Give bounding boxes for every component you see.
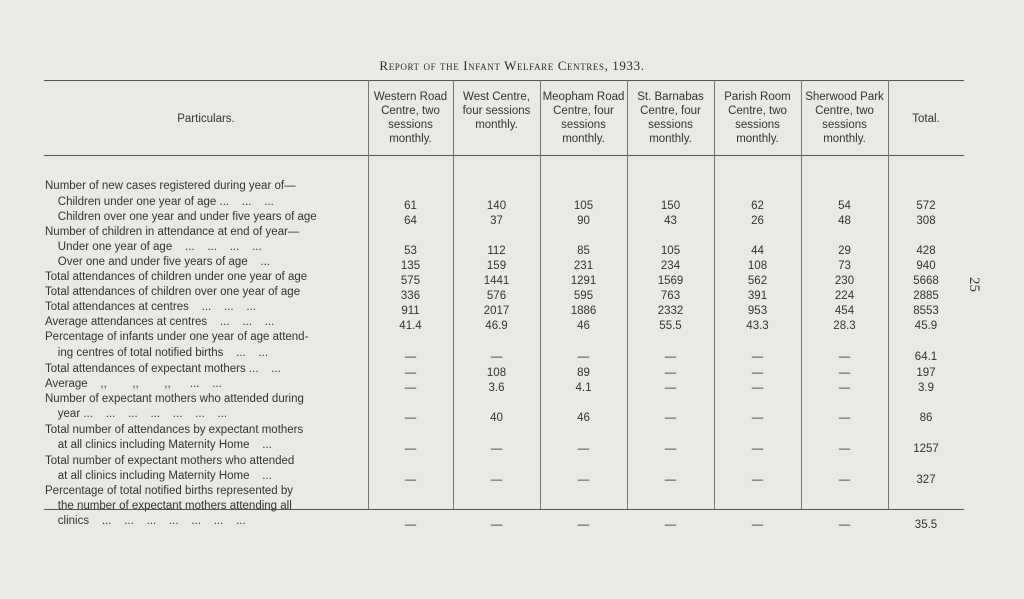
table-cell: 112 [487,245,506,257]
table-cell: 576 [486,290,507,302]
table-cell: 197 [916,367,936,379]
table-cell: — [664,351,677,363]
table-cell: — [404,351,417,363]
table-cell: 62 [751,200,764,212]
table-cell: 46.9 [485,320,508,332]
table-cell: 28.3 [833,320,856,332]
table-cell: 595 [573,290,594,302]
table-cell: 575 [400,275,421,287]
table-cell: 108 [486,367,507,379]
row-label: the number of expectant mothers attending all [45,500,292,512]
table-cell: 2017 [483,305,510,317]
table-cell: — [404,382,417,394]
table-cell: — [664,474,677,486]
table-cell: 41.4 [399,320,422,332]
table-cell: 5668 [913,275,939,287]
table-cell: — [664,443,677,455]
table-cell: 55.5 [659,320,682,332]
table-cell: — [664,367,677,379]
table-cell: 90 [577,215,590,227]
table-cell: 953 [747,305,768,317]
row-label: Total attendances at centres ... ... ... [45,301,256,313]
row-label: at all clinics including Maternity Home ... [45,470,272,482]
table-cell: 231 [573,260,594,272]
table-cell: — [664,519,677,531]
table-cell: 3.9 [918,382,934,394]
table-cell: 43.3 [746,320,769,332]
table-cell: — [404,519,417,531]
table-cell: — [751,367,764,379]
table-top-rule [44,80,964,81]
table-cell: 1441 [483,275,510,287]
table-cell: 105 [660,245,681,257]
column-header: Sherwood Park Centre, two sessions monthly. [805,91,884,145]
table-cell: 26 [751,215,764,227]
row-label: Number of expectant mothers who attended during [45,393,304,405]
table-cell: — [664,382,677,394]
table-cell: — [404,443,417,455]
table-cell: 46 [577,320,590,332]
row-label: clinics ... ... ... ... ... ... ... [45,515,246,527]
table-cell: — [404,412,417,424]
table-cell: — [577,351,590,363]
row-label: Average ,, ,, ,, ... ... [45,378,222,390]
table-cell: — [577,474,590,486]
table-cell: 105 [573,200,594,212]
row-label: Children over one year and under five years of age [45,211,317,223]
table-cell: 64.1 [914,351,938,363]
table-cell: 135 [400,260,421,272]
table-cell: — [490,443,503,455]
table-cell: 3.6 [488,382,505,394]
table-cell: 391 [747,290,768,302]
table-cell: — [490,519,503,531]
table-cell: 73 [838,260,851,272]
table-cell: — [490,474,503,486]
table-cell: 150 [660,200,681,212]
table-cell: 1291 [570,275,597,287]
table-cell: 43 [664,215,677,227]
row-label: ing centres of total notified births ... ... [45,347,269,359]
table-cell: 763 [660,290,681,302]
table-cell: — [751,412,764,424]
table-cell: 85 [577,245,590,257]
table-cell: 46 [577,412,590,424]
table-cell: 428 [916,245,936,257]
table-cell: 454 [834,305,855,317]
column-header: St. Barnabas Centre, four sessions monthly. [637,91,704,145]
table-cell: 86 [919,412,933,424]
table-cell: 48 [838,215,851,227]
table-cell: 37 [490,215,503,227]
column-header: Meopham Road Centre, four sessions monthly. [542,91,625,145]
table-cell: 45.9 [914,320,938,332]
table-cell: 327 [916,474,936,486]
table-cell: 64 [404,215,417,227]
table-cell: 336 [400,290,421,302]
table-cell: 308 [916,215,936,227]
table-cell: 53 [404,245,417,257]
row-label: Percentage of infants under one year of age attend- [45,331,309,343]
table-cell: 224 [834,290,855,302]
table-cell: — [838,412,851,424]
table-cell: — [838,351,851,363]
row-label: Total number of expectant mothers who attended [45,455,295,467]
table-cell: 29 [838,245,851,257]
column-header: West Centre, four sessions monthly. [462,91,531,131]
table-cell: 44 [751,245,764,257]
table-cell: — [577,519,590,531]
row-label: Number of children in attendance at end of year— [45,226,300,238]
table-cell: 8553 [913,305,939,317]
table-cell: — [751,519,764,531]
table-cell: — [838,443,851,455]
table-cell: 2332 [657,305,684,317]
table-cell: 911 [401,305,420,317]
row-label: Total attendances of children over one year of age [45,286,301,298]
table-cell: — [404,474,417,486]
table-cell: — [751,382,764,394]
table-cell: 234 [660,260,681,272]
row-label: Children under one year of age ... ... ... [45,196,274,208]
row-label: at all clinics including Maternity Home ... [45,439,272,451]
table-cell: — [751,351,764,363]
table-cell: 61 [404,200,417,212]
table-cell: 562 [747,275,768,287]
table-cell: 159 [486,260,507,272]
column-header: Western Road Centre, two sessions monthly. [373,91,448,145]
column-header: Total. [912,113,940,125]
table-cell: 572 [916,200,936,212]
page-title: Report of the Infant Welfare Centres, 1933. [379,58,645,73]
table-cell: — [404,367,417,379]
table-cell: — [664,412,677,424]
table-cell: — [751,474,764,486]
table-cell: 1257 [913,443,939,455]
row-label: year ... ... ... ... ... ... ... [45,408,228,420]
table-cell: — [751,443,764,455]
row-label: Over one and under five years of age ... [45,256,271,268]
column-header: Particulars. [177,113,235,125]
row-label: Number of new cases registered during year of— [45,180,296,192]
table-cell: — [838,519,851,531]
header-bottom-rule [44,155,964,156]
table-cell: 2885 [913,290,939,302]
table-cell: — [838,474,851,486]
row-label: Total number of attendances by expectant mothers [45,424,304,436]
table-cell: 140 [486,200,507,212]
row-label: Total attendances of expectant mothers ... ... [45,363,281,375]
table-cell: — [490,351,503,363]
row-label: Average attendances at centres ... ... ... [45,316,275,328]
row-label: Under one year of age ... ... ... ... [45,241,262,253]
table-cell: 4.1 [575,382,592,394]
table-cell: 89 [577,367,590,379]
table-cell: — [577,443,590,455]
table-cell: 1569 [657,275,684,287]
table-cell: 40 [490,412,503,424]
row-label: Total attendances of children under one year of age [45,271,308,283]
table-cell: 1886 [570,305,597,317]
page-number: 25 [966,277,982,292]
table-cell: 35.5 [914,519,938,531]
table-cell: 230 [834,275,855,287]
table-cell: 108 [747,260,768,272]
column-header: Parish Room Centre, two sessions monthly. [724,91,791,145]
row-label: Percentage of total notified births represented by [45,485,294,497]
table-cell: — [838,367,851,379]
table-cell: — [838,382,851,394]
table-cell: 940 [916,260,936,272]
table-cell: 54 [838,200,851,212]
